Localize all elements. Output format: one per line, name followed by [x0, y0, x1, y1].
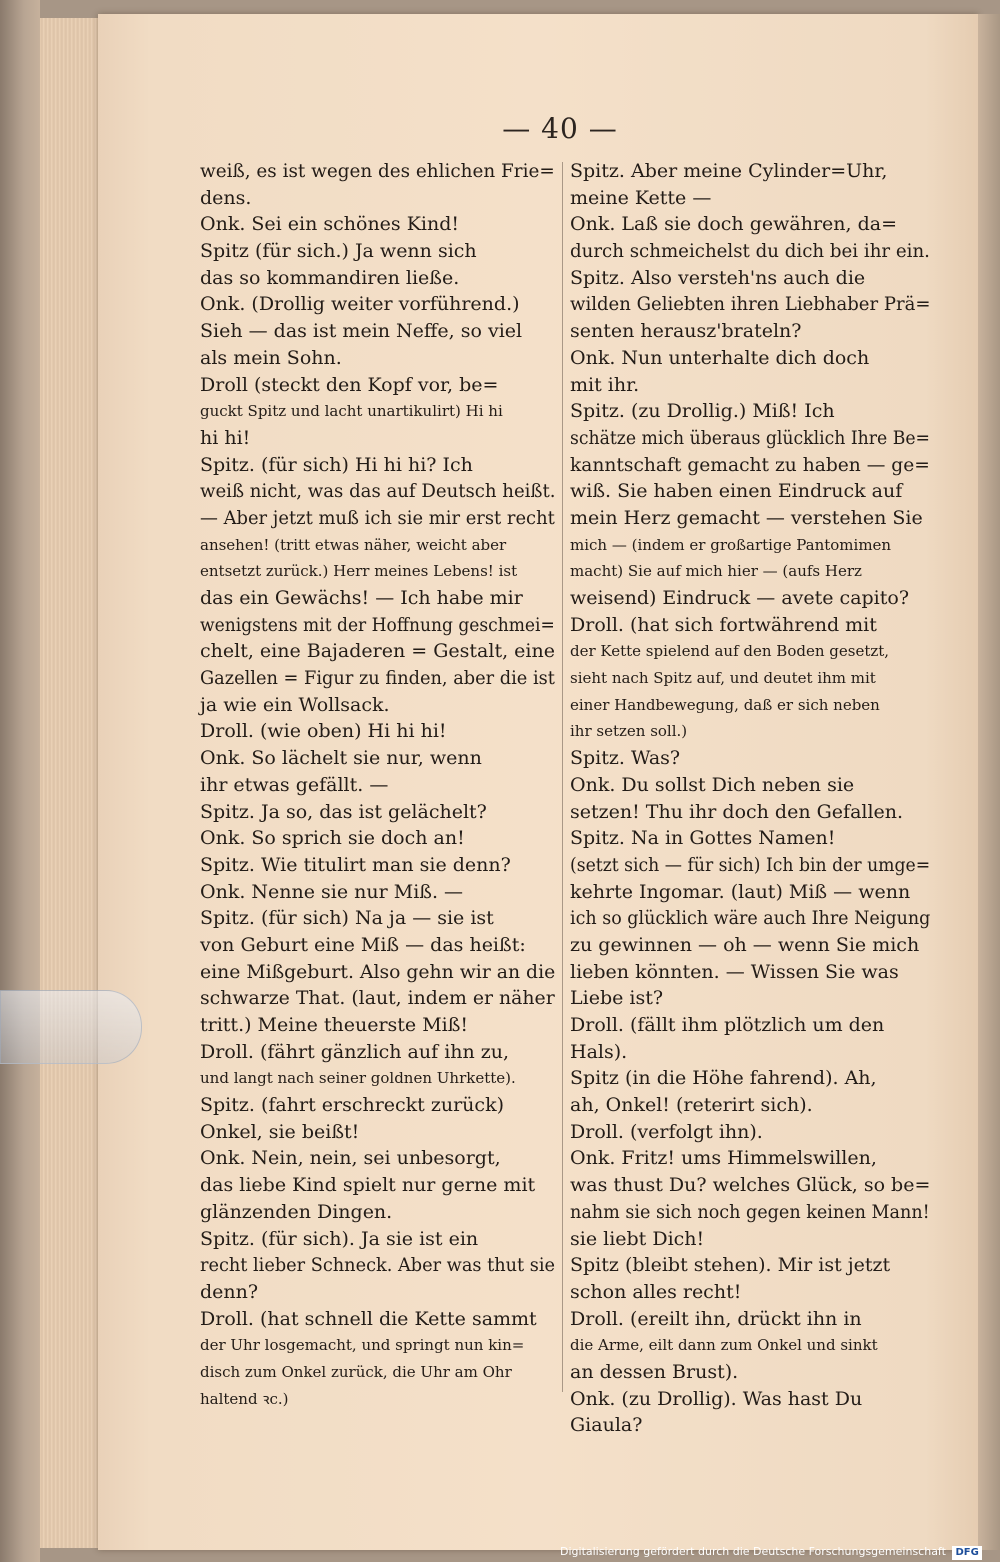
- text-line: Liebe ist?: [570, 987, 664, 1010]
- text-line: sieht nach Spitz auf, und deutet ihm mit: [570, 669, 876, 688]
- text-line: die Arme, eilt dann zum Onkel und sinkt: [570, 1336, 878, 1355]
- text-line: Onk. Fritz! ums Himmelswillen,: [570, 1147, 877, 1170]
- text-line: Onk. Laß sie doch gewähren, da=: [570, 213, 897, 236]
- text-line: Gazellen = Figur zu finden, aber die ist: [200, 667, 555, 690]
- text-line: Spitz. Aber meine Cylinder=Uhr,: [570, 160, 888, 182]
- text-line: Spitz. Ja so, das ist gelächelt?: [200, 800, 487, 823]
- text-line: dens.: [200, 186, 252, 209]
- text-line: Onk. So lächelt sie nur, wenn: [200, 747, 482, 770]
- text-line: Spitz. (zu Drollig.) Miß! Ich: [570, 400, 835, 423]
- text-line: ja wie ein Wollsack.: [200, 693, 390, 716]
- text-line: Onk. (Drollig weiter vorführend.): [200, 293, 520, 316]
- text-line: lieben könnten. — Wissen Sie was: [570, 960, 899, 983]
- text-line: Droll. (hat schnell die Kette sammt: [200, 1307, 537, 1330]
- text-line: glänzenden Dingen.: [200, 1200, 393, 1223]
- text-line: ihr etwas gefällt. —: [200, 773, 389, 796]
- text-line: Onk. Nun unterhalte dich doch: [570, 346, 870, 369]
- text-line: Giaula?: [570, 1414, 643, 1437]
- text-line: von Geburt eine Miß — das heißt:: [200, 933, 526, 956]
- text-line: ihr setzen soll.): [570, 722, 688, 741]
- text-line: disch zum Onkel zurück, die Uhr am Ohr: [200, 1362, 512, 1381]
- text-line: meine Kette —: [570, 186, 712, 209]
- text-line: Onk. Sei ein schönes Kind!: [200, 213, 460, 236]
- text-line: Onk. So sprich sie doch an!: [200, 827, 465, 850]
- text-line: Onk. Nein, nein, sei unbesorgt,: [200, 1147, 501, 1170]
- page-stack-edge: [40, 18, 101, 1548]
- text-line: ich so glücklich wäre auch Ihre Neigung: [570, 907, 931, 930]
- page-right-edge: [978, 14, 1000, 1550]
- text-line: zu gewinnen — oh — wenn Sie mich: [570, 933, 920, 956]
- text-line: Droll. (wie oben) Hi hi hi!: [200, 720, 447, 743]
- credit-text: Digitalisierung gefördert durch die Deutsche Forschungsgemeinschaft: [560, 1545, 946, 1558]
- text-line: Onkel, sie beißt!: [200, 1120, 360, 1143]
- text-line: Droll. (verfolgt ihn).: [570, 1120, 763, 1143]
- page-number: — 40 —: [502, 112, 618, 145]
- text-line: sie liebt Dich!: [570, 1227, 705, 1250]
- text-line: als mein Sohn.: [200, 346, 342, 369]
- column-divider: [562, 162, 563, 1392]
- right-text-column: [570, 158, 930, 1439]
- text-line: Spitz. (für sich) Hi hi hi? Ich: [200, 453, 473, 476]
- text-line: mit ihr.: [570, 373, 640, 396]
- text-line: das liebe Kind spielt nur gerne mit: [200, 1174, 536, 1197]
- plastic-bookmark: [0, 990, 142, 1064]
- digitization-credit: [560, 1542, 1000, 1562]
- text-line: tritt.) Meine theuerste Miß!: [200, 1014, 469, 1036]
- text-line: senten herausz'brateln?: [570, 320, 802, 343]
- text-line: wiß. Sie haben einen Eindruck auf: [570, 480, 903, 503]
- text-line: und langt nach seiner goldnen Uhrkette).: [200, 1069, 516, 1088]
- book-binding: [0, 0, 40, 1562]
- text-line: Spitz. Also versteh'ns auch die: [570, 266, 866, 289]
- text-line: weiß nicht, was das auf Deutsch heißt.: [200, 480, 556, 503]
- text-line: wenigstens mit der Hoffnung geschmei=: [200, 613, 555, 636]
- left-text-column: [200, 158, 555, 1412]
- text-line: Spitz. Was?: [570, 747, 681, 770]
- text-line: Droll. (hat sich fortwährend mit: [570, 613, 877, 636]
- text-line: wilden Geliebten ihren Liebhaber Prä=: [570, 293, 931, 316]
- text-line: Onk. Du sollst Dich neben sie: [570, 773, 855, 796]
- text-line: was thust Du? welches Glück, so be=: [570, 1174, 931, 1197]
- text-line: Droll. (fährt gänzlich auf ihn zu,: [200, 1040, 510, 1063]
- text-line: eine Mißgeburt. Also gehn wir an die: [200, 960, 556, 983]
- text-line: recht lieber Schneck. Aber was thut sie: [200, 1254, 556, 1277]
- text-line: nahm sie sich noch gegen keinen Mann!: [570, 1200, 930, 1223]
- text-line: Droll. (fällt ihm plötzlich um den: [570, 1014, 885, 1036]
- text-line: Hals).: [570, 1040, 628, 1063]
- text-line: Spitz (für sich.) Ja wenn sich: [200, 240, 477, 263]
- text-line: das ein Gewächs! — Ich habe mir: [200, 587, 523, 609]
- text-line: weiß, es ist wegen des ehlichen Frie=: [200, 160, 555, 182]
- text-line: kehrte Ingomar. (laut) Miß — wenn: [570, 880, 911, 903]
- text-line: — Aber jetzt muß ich sie mir erst recht: [200, 506, 555, 529]
- text-line: ah, Onkel! (reterirt sich).: [570, 1094, 813, 1117]
- text-line: Spitz. Na in Gottes Namen!: [570, 827, 836, 850]
- text-line: macht) Sie auf mich hier — (aufs Herz: [570, 562, 862, 581]
- text-line: ansehen! (tritt etwas näher, weicht aber: [200, 535, 507, 554]
- text-line: Spitz. (für sich). Ja sie ist ein: [200, 1227, 479, 1250]
- text-line: kanntschaft gemacht zu haben — ge=: [570, 453, 930, 476]
- text-line: Onk. Nenne sie nur Miß. —: [200, 880, 464, 903]
- text-line: chelt, eine Bajaderen = Gestalt, eine: [200, 640, 555, 663]
- text-line: entsetzt zurück.) Herr meines Lebens! ist: [200, 562, 518, 581]
- text-line: Spitz (bleibt stehen). Mir ist jetzt: [570, 1254, 891, 1277]
- text-line: Droll (steckt den Kopf vor, be=: [200, 373, 499, 396]
- text-line: der Uhr losgemacht, und springt nun kin=: [200, 1336, 525, 1355]
- text-line: mich — (indem er großartige Pantomimen: [570, 535, 892, 554]
- text-line: das so kommandiren ließe.: [200, 266, 460, 289]
- text-line: Spitz. Wie titulirt man sie denn?: [200, 853, 511, 876]
- text-line: weisend) Eindruck — avete capito?: [570, 587, 910, 609]
- text-line: denn?: [200, 1280, 259, 1303]
- text-line: schwarze That. (laut, indem er näher: [200, 987, 555, 1010]
- text-line: guckt Spitz und lacht unartikulirt) Hi hi: [200, 402, 503, 421]
- text-line: an dessen Brust).: [570, 1360, 739, 1383]
- dfg-logo: DFG: [952, 1546, 981, 1560]
- text-line: haltend ꝛc.): [200, 1389, 289, 1408]
- text-line: (setzt sich — für sich) Ich bin der umge=: [570, 853, 931, 876]
- text-line: Sieh — das ist mein Neffe, so viel: [200, 320, 523, 343]
- text-line: der Kette spielend auf den Boden gesetzt,: [570, 642, 890, 661]
- text-line: hi hi!: [200, 426, 251, 449]
- text-line: einer Handbewegung, daß er sich neben: [570, 695, 880, 714]
- text-line: schätze mich überaus glücklich Ihre Be=: [570, 426, 931, 449]
- text-line: durch schmeichelst du dich bei ihr ein.: [570, 240, 930, 263]
- text-line: schon alles recht!: [570, 1280, 742, 1303]
- text-line: Spitz (in die Höhe fahrend). Ah,: [570, 1067, 877, 1090]
- text-line: Spitz. (fahrt erschreckt zurück): [200, 1094, 504, 1117]
- text-line: Onk. (zu Drollig). Was hast Du: [570, 1387, 863, 1410]
- text-line: setzen! Thu ihr doch den Gefallen.: [570, 800, 904, 823]
- text-line: Spitz. (für sich) Na ja — sie ist: [200, 907, 494, 930]
- text-line: mein Herz gemacht — verstehen Sie: [570, 506, 923, 529]
- text-line: Droll. (ereilt ihn, drückt ihn in: [570, 1307, 862, 1330]
